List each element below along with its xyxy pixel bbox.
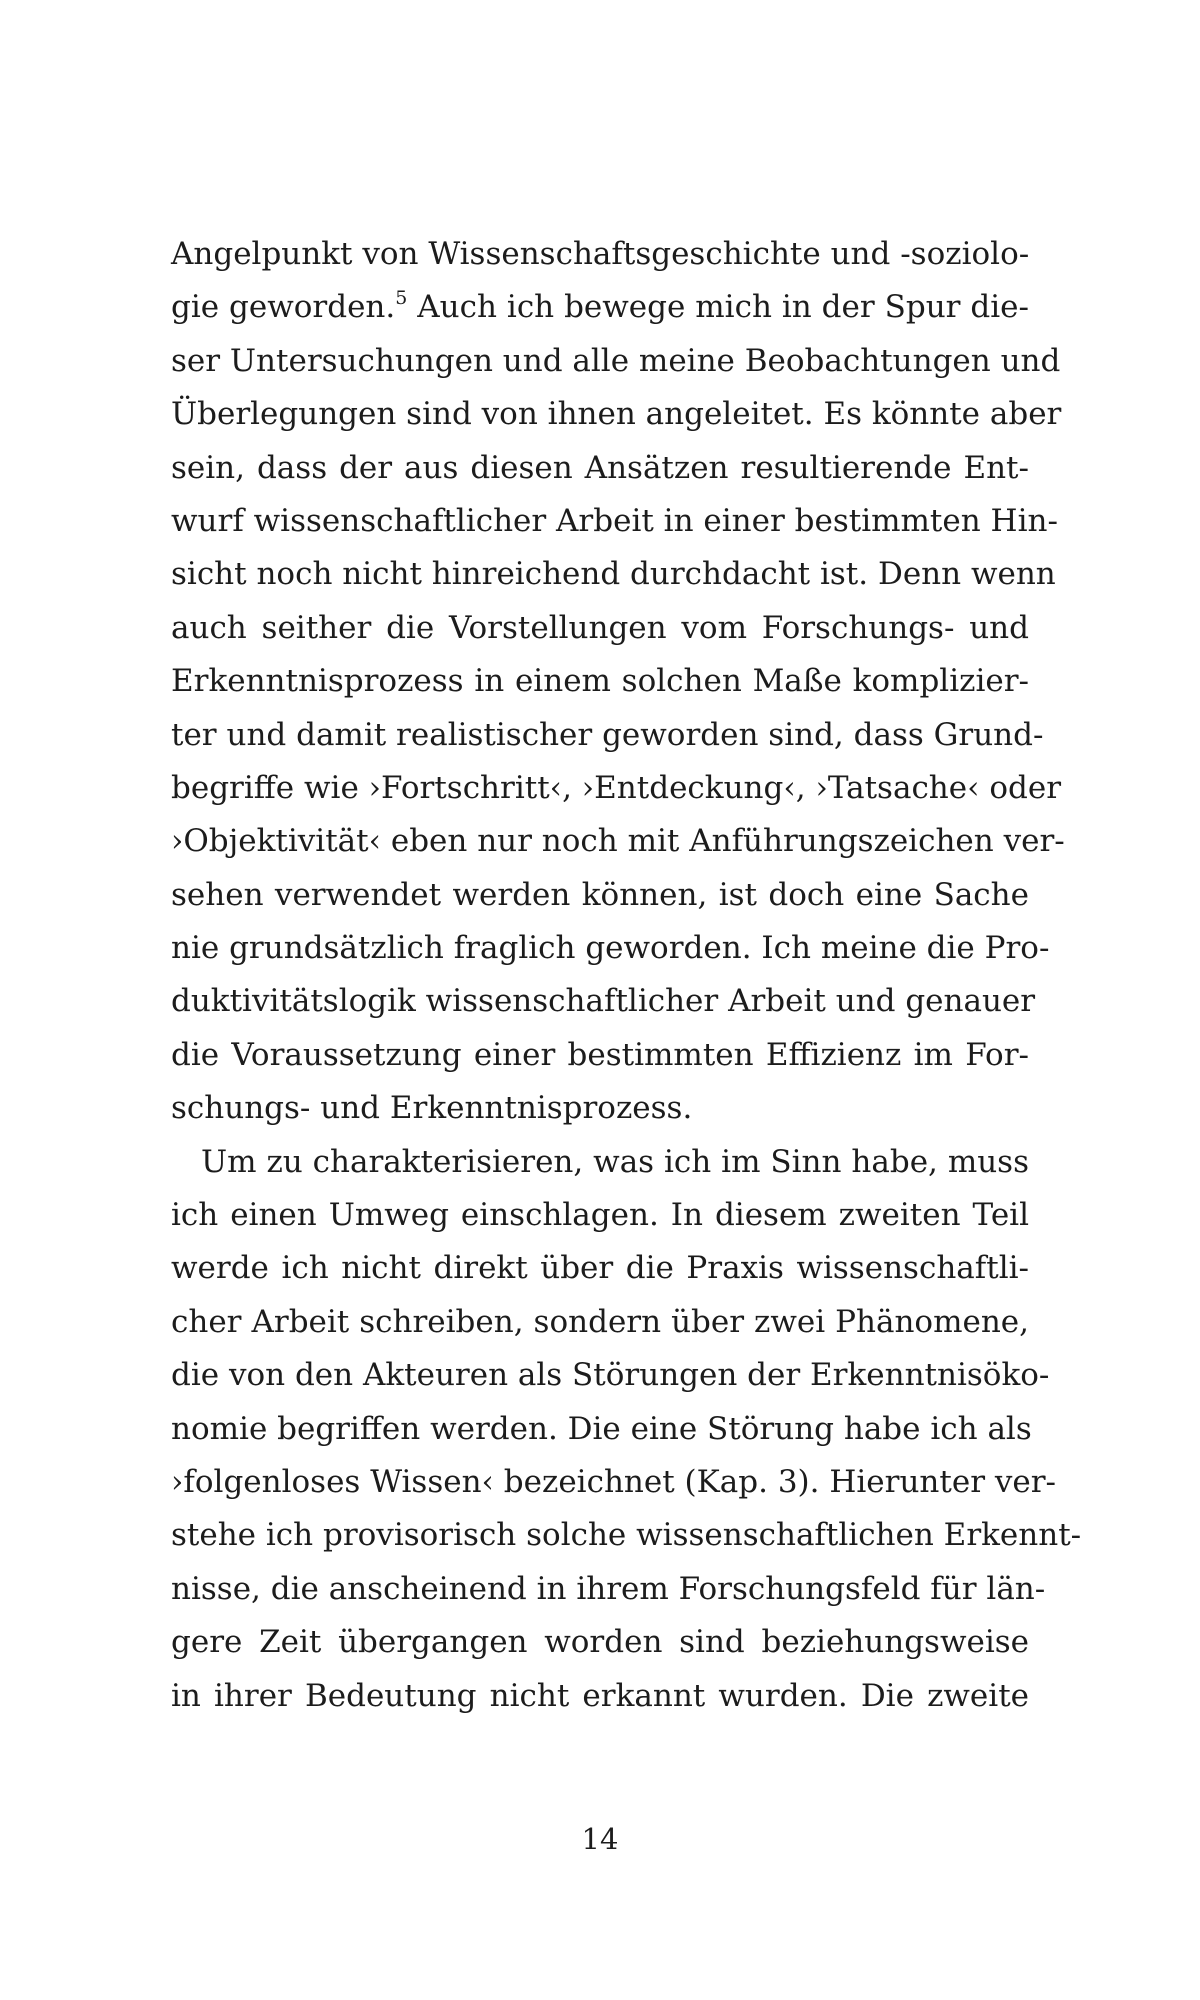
- text-line: sehen verwendet werden können, ist doch eine Sache: [171, 876, 1029, 913]
- text-line: werde ich nicht direkt über die Praxis wissenschaftli-: [171, 1250, 1029, 1287]
- text-line: cher Arbeit schreiben, sondern über zwei Phänomene,: [171, 1303, 1029, 1340]
- text-line: ter und damit realistischer geworden sind, dass Grund-: [171, 716, 1044, 753]
- text-line: wurf wissenschaftlicher Arbeit in einer bestimmten Hin-: [171, 502, 1058, 539]
- body-text: [171, 228, 1082, 1723]
- text-fragment: gie geworden.: [171, 289, 396, 326]
- text-line: gere Zeit übergangen worden sind beziehungsweise: [171, 1624, 1029, 1661]
- footnote-reference[interactable]: 5: [395, 287, 408, 310]
- text-line: nomie begriffen werden. Die eine Störung habe ich als: [171, 1410, 1032, 1447]
- text-line: Um zu charakterisieren, was ich im Sinn habe, muss: [201, 1143, 1029, 1180]
- text-line: die von den Akteuren als Störungen der Erkenntnisöko-: [171, 1357, 1050, 1394]
- text-line: sicht noch nicht hinreichend durchdacht ist. Denn wenn: [171, 556, 1056, 593]
- text-line: nie grundsätzlich fraglich geworden. Ich meine die Pro-: [171, 930, 1050, 967]
- text-line: Angelpunkt von Wissenschaftsgeschichte und -soziolo-: [171, 236, 1030, 272]
- text-line: duktivitätslogik wissenschaftlicher Arbeit und genauer: [171, 983, 1036, 1020]
- text-line: Überlegungen sind von ihnen angeleitet. Es könnte aber: [171, 396, 1062, 433]
- text-line: [171, 281, 1029, 334]
- text-line: stehe ich provisorisch solche wissenschaftlichen Erkennt-: [171, 1517, 1082, 1554]
- text-line: sein, dass der aus diesen Ansätzen resultierende Ent-: [171, 449, 1029, 486]
- text-line: ich einen Umweg einschlagen. In diesem zweiten Teil: [171, 1197, 1029, 1234]
- text-line: ser Untersuchungen und alle meine Beobachtungen und: [171, 342, 1061, 379]
- text-line: die Voraussetzung einer bestimmten Effizienz im For-: [171, 1036, 1029, 1073]
- text-line: ›Objektivität‹ eben nur noch mit Anführungszeichen ver-: [171, 823, 1065, 860]
- text-line: auch seither die Vorstellungen vom Forschungs- und: [171, 609, 1029, 646]
- text-line: schungs- und Erkenntnisprozess.: [171, 1090, 693, 1127]
- page-number: 14: [581, 1822, 619, 1856]
- text-line: ›folgenloses Wissen‹ bezeichnet (Kap. 3). Hierunter ver-: [171, 1463, 1057, 1500]
- text-line: in ihrer Bedeutung nicht erkannt wurden. Die zweite: [171, 1677, 1029, 1714]
- text-line: begriffe wie ›Fortschritt‹, ›Entdeckung‹, ›Tatsache‹ oder: [171, 769, 1062, 806]
- text-line: nisse, die anscheinend in ihrem Forschungsfeld für län-: [171, 1570, 1046, 1607]
- text-fragment: Auch ich bewege mich in der Spur die-: [407, 289, 1029, 326]
- text-line: Erkenntnisprozess in einem solchen Maße komplizier-: [171, 663, 1029, 700]
